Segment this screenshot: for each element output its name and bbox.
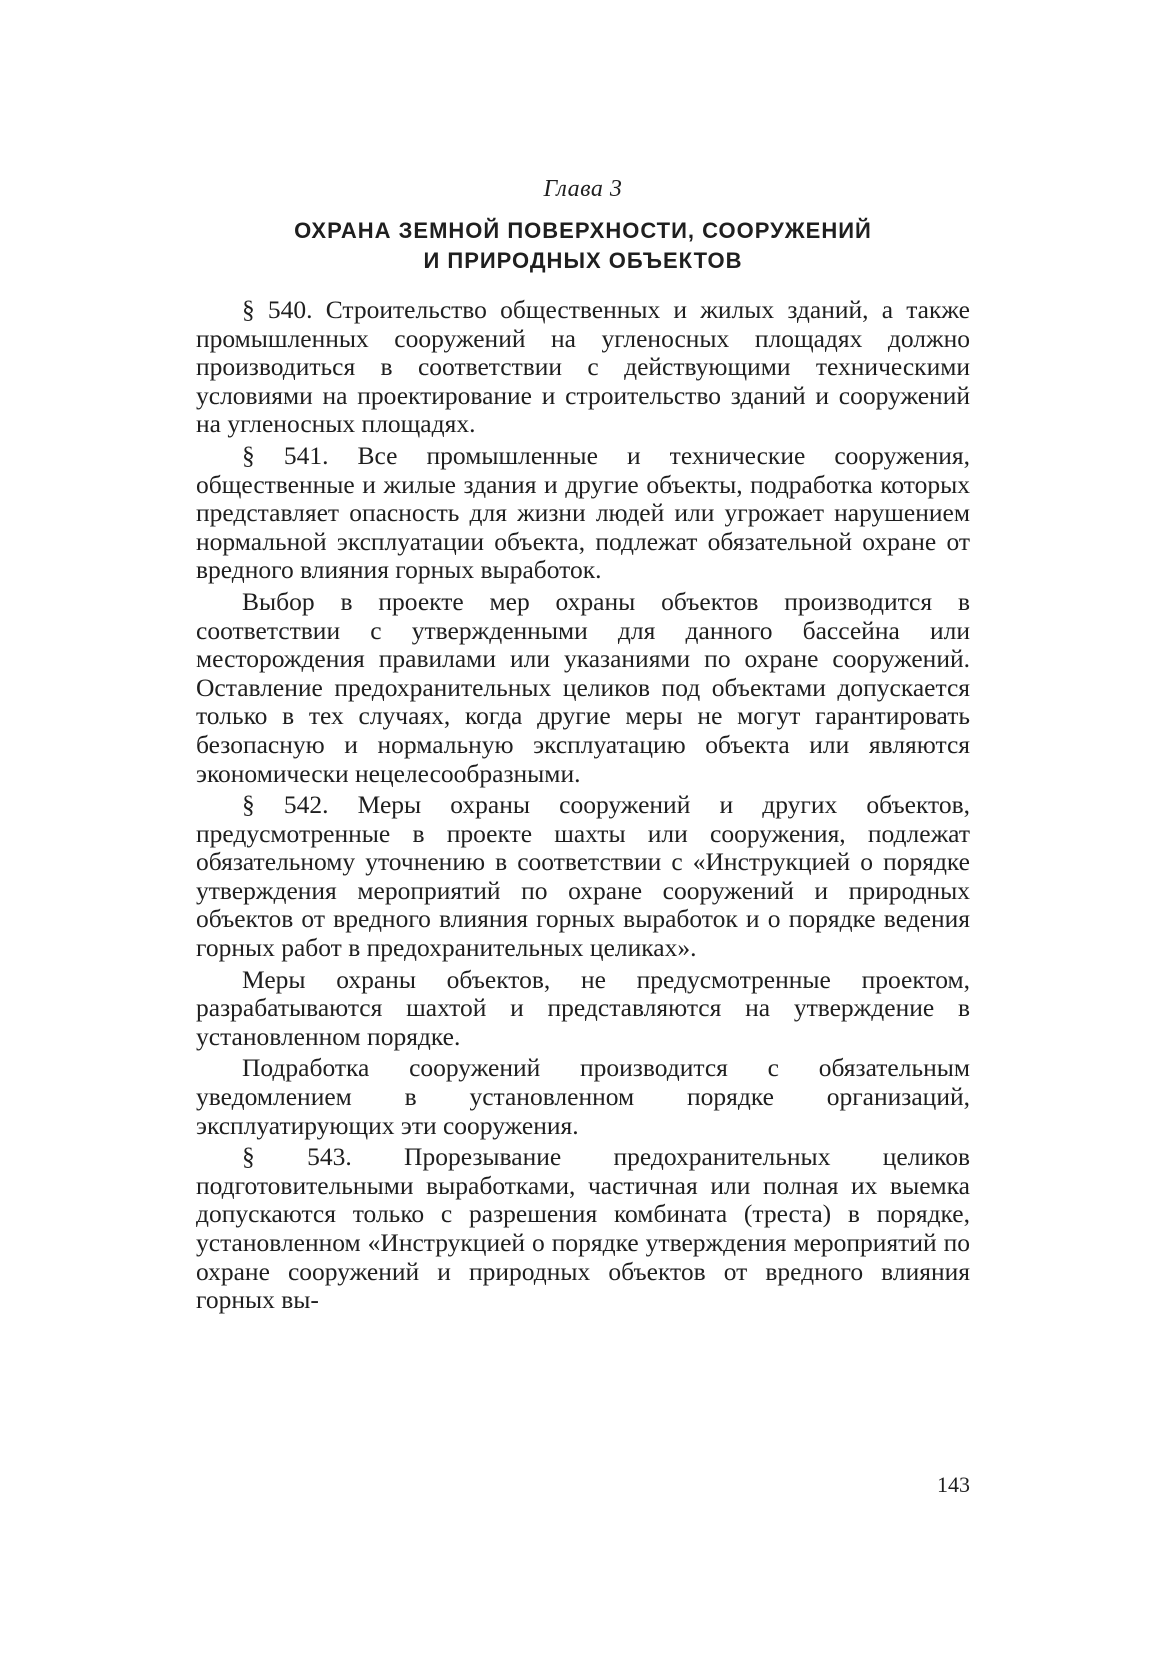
chapter-title-line: И ПРИРОДНЫХ ОБЪЕКТОВ [423,248,743,273]
paragraph-541: § 541. Все промышленные и технические сооружения, общественные и жилые здания и другие объекты, подработка которых представляет опасность для жизни людей или угрожает нарушением нормальной эксплуатации объекта, подлежат обязательной охране от вредного влияния горных выработок. [196,440,970,585]
chapter-title-line: ОХРАНА ЗЕМНОЙ ПОВЕРХНОСТИ, СООРУЖЕНИЙ [294,218,872,243]
paragraph-542-measures: Меры охраны объектов, не предусмотренные проектом, разрабатываются шахтой и представляются на утверждение в установленном порядке. [196,964,970,1051]
chapter-label: Глава 3 [543,176,623,202]
page-number: 143 [937,1472,970,1497]
paragraph-540: § 540. Строительство общественных и жилых зданий, а также промышленных сооружений на угленосных площадях должно производиться в соответствии с действующими техническими условиями на проектирование и строительство зданий и сооружений на угленосных площадях. [196,295,970,439]
chapter-title [0,216,1166,276]
body-text [196,296,970,1318]
paragraph-543: § 543. Прорезывание предохранительных целиков подготовительными выработками, частичная или полная их выемка допускаются только с разрешения комбината (треста) в порядке, установленном «Инструкцией о порядке утверждения мероприятий по охране сооружений и природных объектов от вредного влияния горных вы- [196,1142,970,1315]
paragraph-542: § 542. Меры охраны сооружений и других объектов, предусмотренные в проекте шахты или сооружения, подлежат обязательному уточнению в соответствии с «Инструкцией о порядке утверждения мероприятий по охране сооружений и природных объектов от вредного влияния горных выработок и о порядке ведения горных работ в предохранительных целиках». [196,790,970,963]
paragraph-541-continued: Выбор в проекте мер охраны объектов производится в соответствии с утвержденными для данного бассейна или месторождения правилами или указаниями по охране сооружений. Оставление предохранительных целиков под объектами допускается только в тех случаях, когда другие меры не могут гарантировать безопасную и нормальную эксплуатацию объекта или являются экономически нецелесообразными. [196,586,970,788]
paragraph-542-notification: Подработка сооружений производится с обязательным уведомлением в установленном порядке организаций, эксплуатирующих эти сооружения. [196,1053,970,1140]
